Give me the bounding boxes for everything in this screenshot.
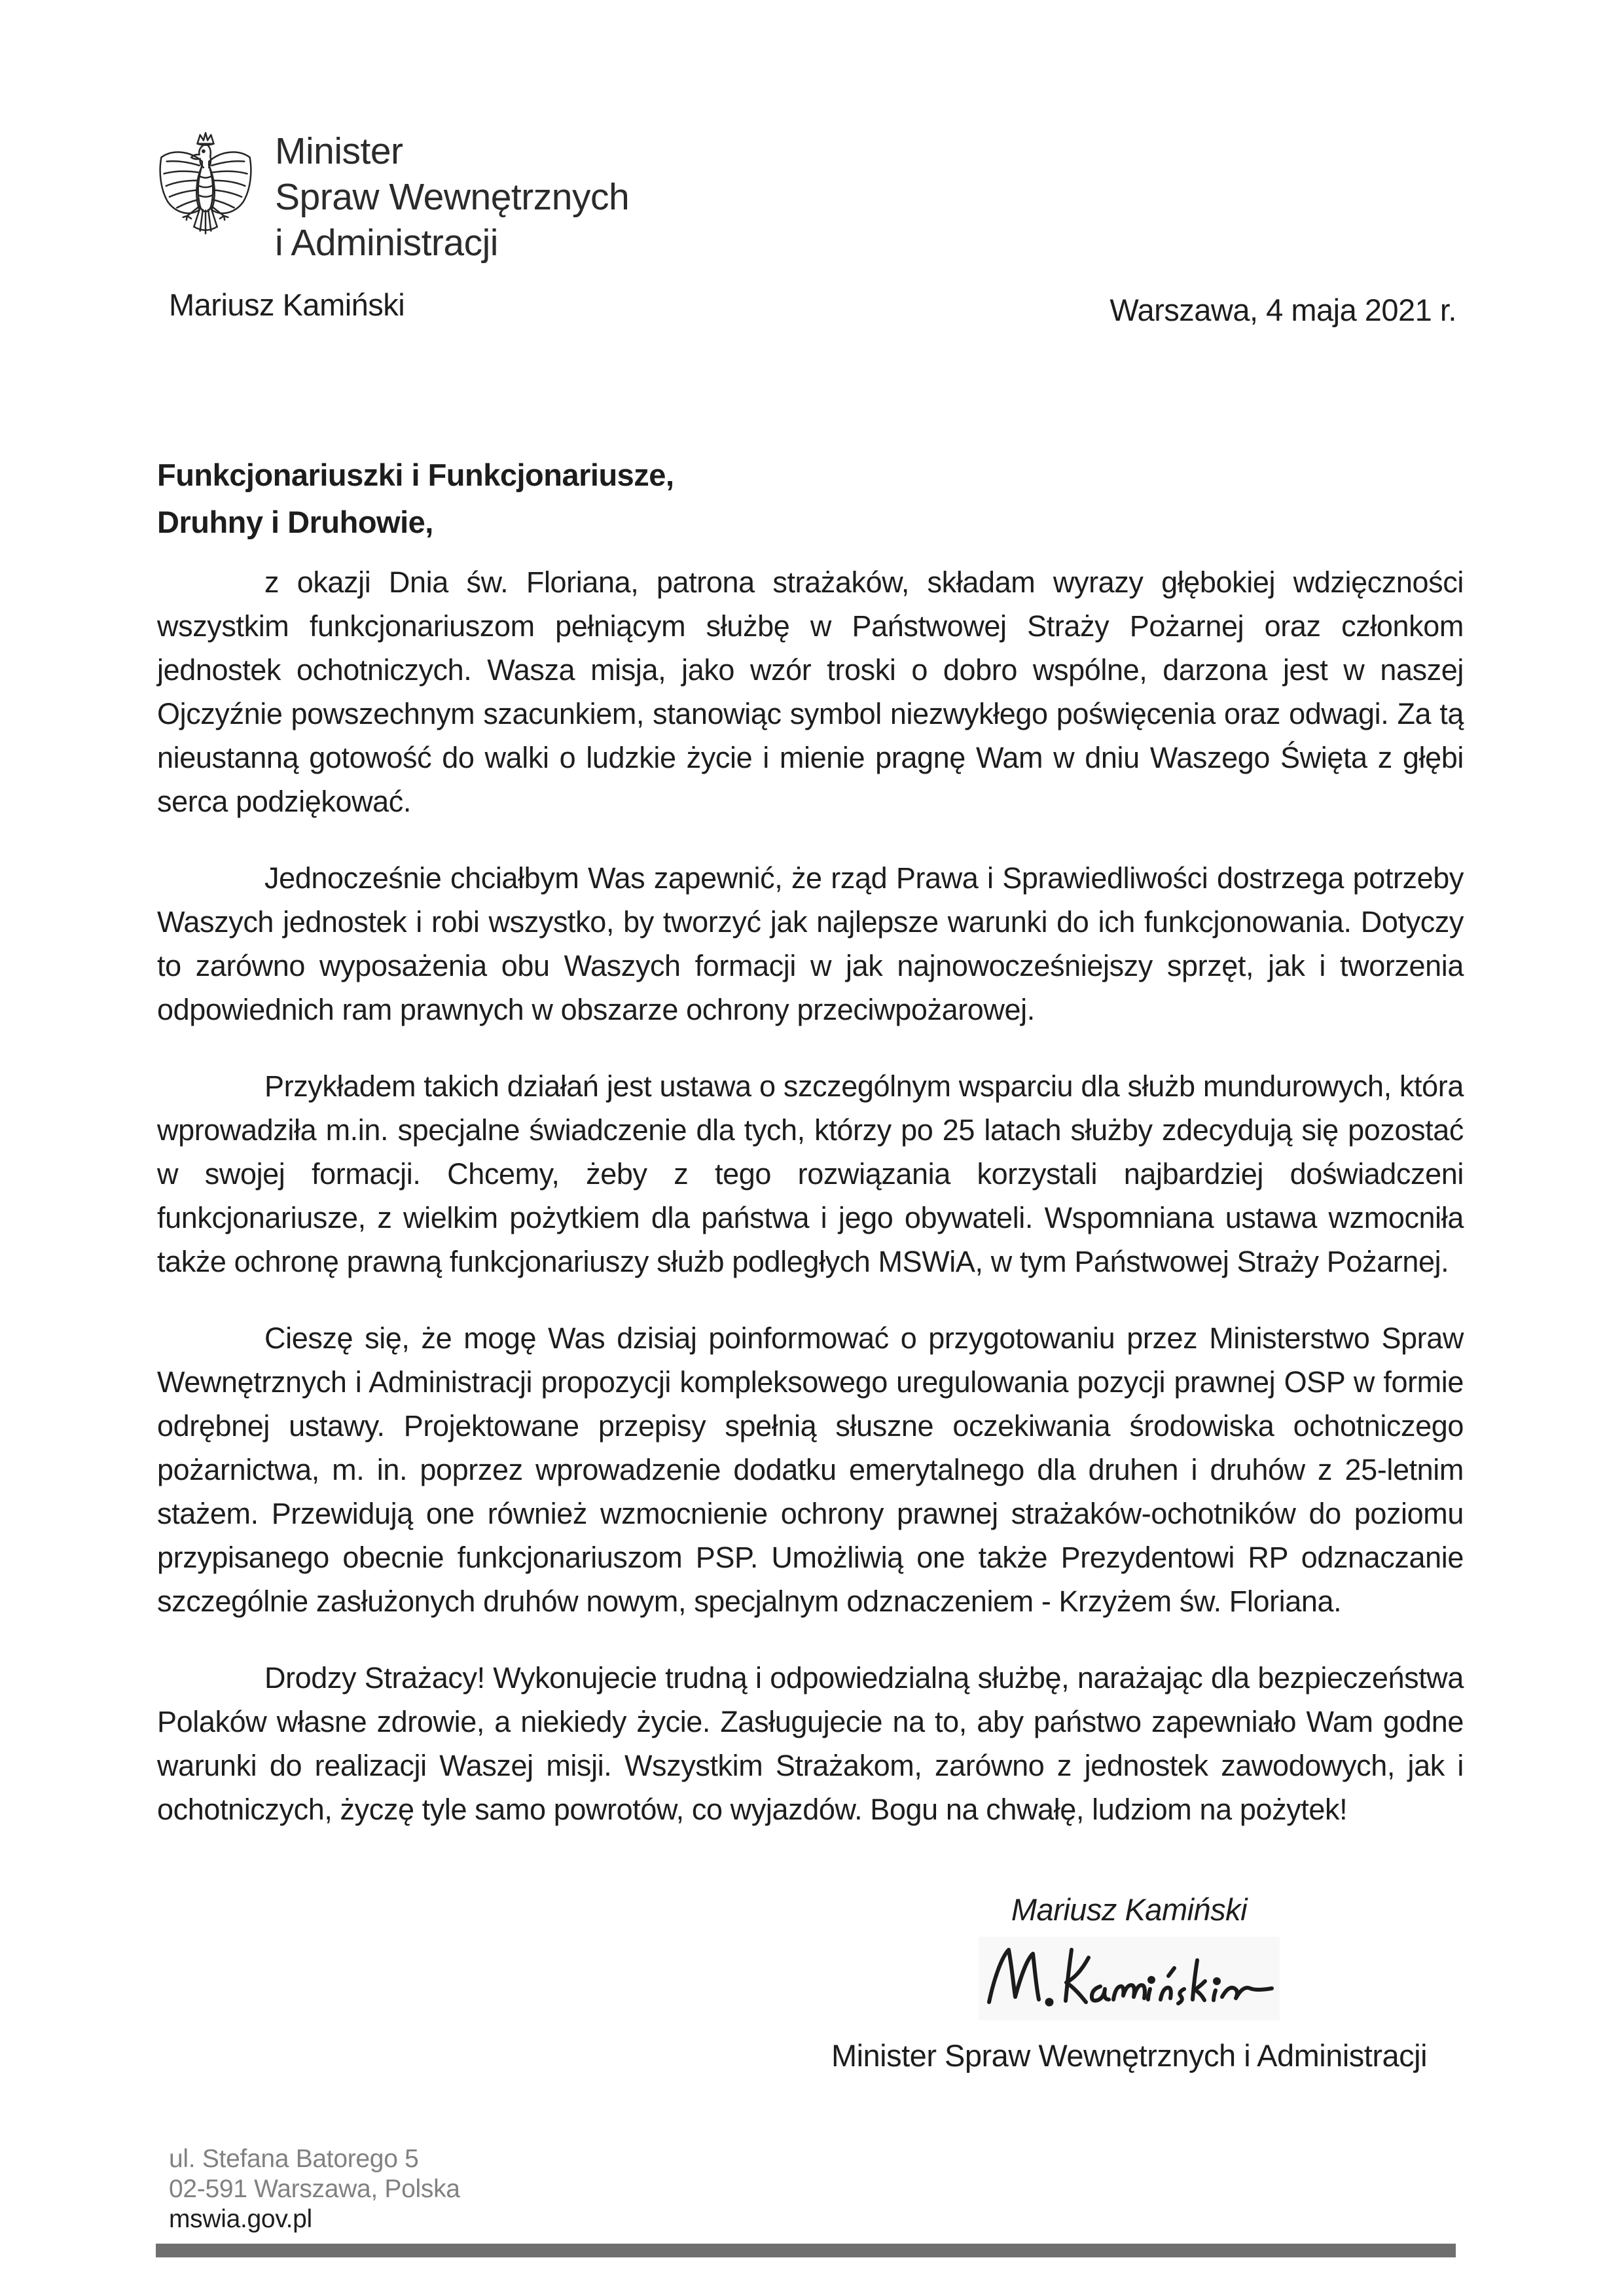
letter-paragraph-3: Przykładem takich działań jest ustawa o szczególnym wsparciu dla służb mundurowych, która wprowadziła m.in. specjalne świadczenie dla tych, którzy po 25 latach służby zdecydują się pozostać w swojej formacji. Chcemy, żeby z tego rozwiązania korzystali najbardziej doświadczeni funkcjonariusze, z wielkim pożytkiem dla państwa i jego obywateli. Wspomniana ustawa wzmocniła także ochronę prawną funkcjonariuszy służb podległych MSWiA, w tym Państwowej Straży Pożarnej. [157, 1069, 1464, 1278]
salutation [157, 452, 674, 546]
letter-body [157, 560, 1464, 1864]
footer-address [169, 2144, 460, 2234]
ministry-name [275, 128, 629, 266]
footer-address-line2: 02-591 Warszawa, Polska [169, 2175, 460, 2203]
sender-name: Mariusz Kamiński [169, 287, 405, 322]
signature-block [802, 1892, 1456, 2073]
signature-printed-name: Mariusz Kamiński [1011, 1892, 1248, 1927]
letter-paragraph-2: Jednocześnie chciałbym Was zapewnić, że rząd Prawa i Sprawiedliwości dostrzega potrzeby Waszych jednostek i robi wszystko, by tworzyć jak najlepsze warunki do ich funkcjonowania. Dotyczy to zarówno wyposażenia obu Waszych formacji w jak najnowocześniejszy sprzęt, jak i tworzenia odpowiednich ram prawnych w obszarze ochrony przeciwpożarowej. [157, 861, 1464, 1026]
letter-paragraph-1: z okazji Dnia św. Floriana, patrona strażaków, składam wyrazy głębokiej wdzięczności wszystkim funkcjonariuszom pełniącym służbę w Państwowej Straży Pożarnej oraz członkom jednostek ochotniczych. Wasza misja, jako wzór troski o dobro wspólne, darzona jest w naszej Ojczyźnie powszechnym szacunkiem, stanowiąc symbol niezwykłego poświęcenia oraz odwagi. Za tą nieustanną gotowość do walki o ludzkie życie i mienie pragnę Wam w dniu Waszego Święta z głębi serca podziękować. [157, 565, 1464, 818]
ministry-name-line3: i Administracji [275, 222, 498, 264]
salutation-line2: Druhny i Druhowie, [157, 505, 433, 539]
dateline: Warszawa, 4 maja 2021 r. [1110, 293, 1456, 327]
letter-paragraph-5: Drodzy Strażacy! Wykonujecie trudną i odpowiedzialną służbę, narażając dla bezpieczeństwa Polaków własne zdrowie, a niekiedy życie. Zasługujecie na to, aby państwo zapewniało Wam godne warunki do realizacji Waszej misji. Wszystkim Strażakom, zarówno z jednostek zawodowych, jak i ochotniczych, życzę tyle samo powrotów, co wyjazdów. Bogu na chwałę, ludziom na pożytek! [157, 1661, 1464, 1826]
footer-bar [156, 2244, 1456, 2257]
polish-eagle-emblem-icon [154, 128, 257, 241]
footer-website: mswia.gov.pl [169, 2205, 312, 2233]
letter-paragraph-4: Cieszę się, że mogę Was dzisiaj poinformować o przygotowaniu przez Ministerstwo Spraw Wewnętrznych i Administracji propozycji kompleksowego uregulowania pozycji prawnej OSP w formie odrębnej ustawy. Projektowane przepisy spełnią słuszne oczekiwania środowiska ochotniczego pożarnictwa, m. in. poprzez wprowadzenie dodatku emerytalnego dla druhen i druhów z 25-letnim stażem. Przewidują one również wzmocnienie ochrony prawnej strażaków-ochotników do poziomu przypisanego obecnie funkcjonariuszom PSP. Umożliwią one także Prezydentowi RP odznaczanie szczególnie zasłużonych druhów nowym, specjalnym odznaczeniem - Krzyżem św. Floriana. [157, 1321, 1464, 1618]
ministry-name-line1: Minister [275, 130, 403, 172]
salutation-line1: Funkcjonariuszki i Funkcjonariusze, [157, 457, 674, 492]
signature-title: Minister Spraw Wewnętrznych i Administracji [831, 2038, 1428, 2073]
footer-address-line1: ul. Stefana Batorego 5 [169, 2145, 419, 2173]
ministry-name-line2: Spraw Wewnętrznych [275, 176, 630, 218]
handwritten-signature [979, 1937, 1280, 2020]
